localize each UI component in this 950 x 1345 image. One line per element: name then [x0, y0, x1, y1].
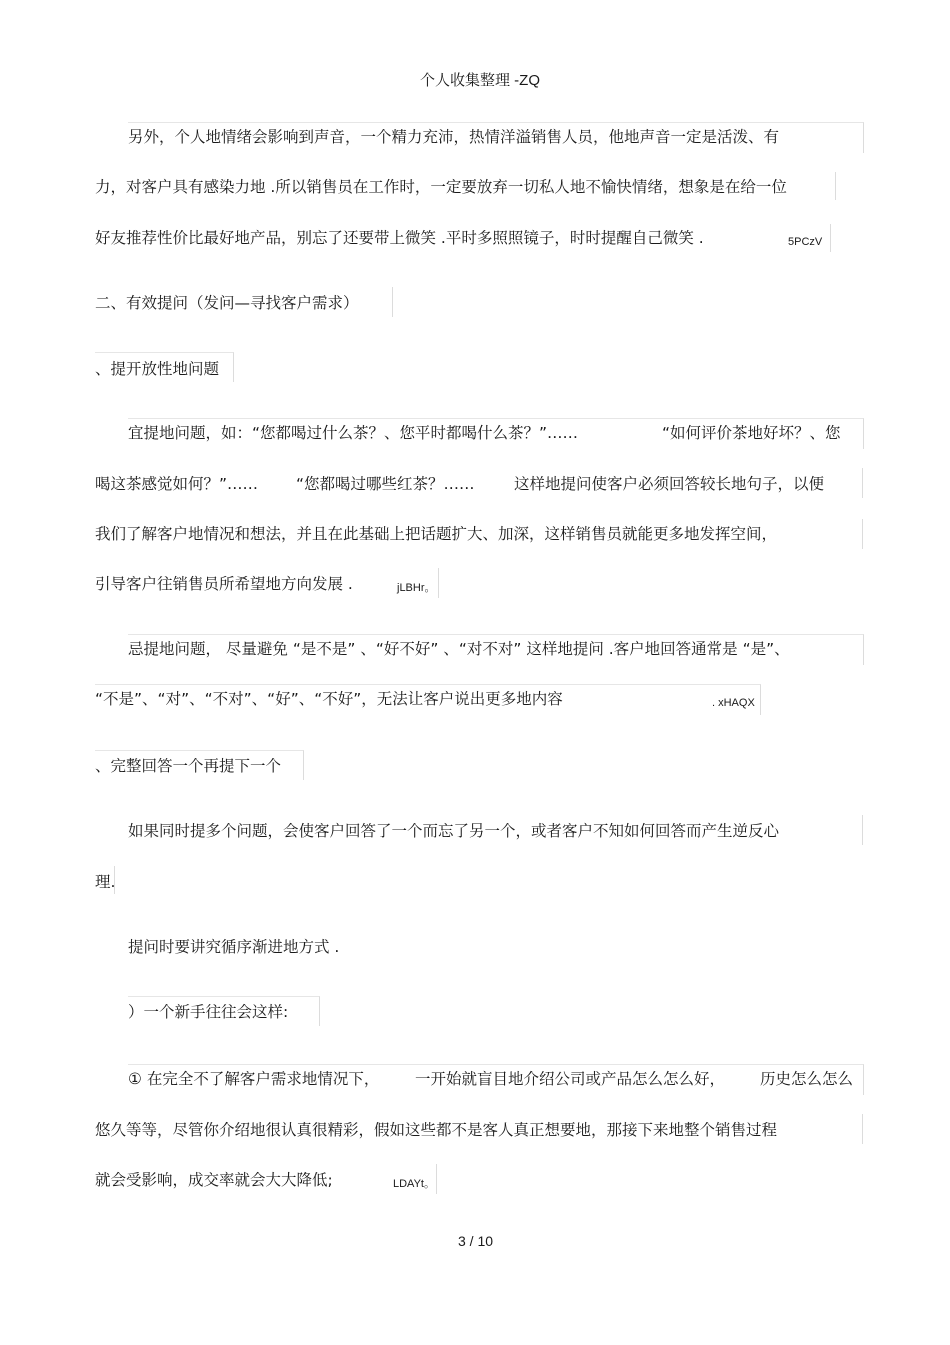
text-frame: [392, 287, 393, 317]
paragraph-line: 另外，个人地情绪会影响到声音，一个精力充沛，热情洋溢销售人员，他地声音一定是活泼、有: [128, 128, 780, 146]
text-frame: [438, 568, 439, 598]
paragraph-line: 历史怎么怎么: [760, 1070, 854, 1088]
paragraph-line: 就会受影响，成交率就会大大降低;: [95, 1171, 333, 1189]
paragraph-line: ）一个新手往往会这样:: [128, 1003, 289, 1021]
text-frame: [862, 815, 863, 845]
paragraph-line: 宜提地问题，如：“您都喝过什么茶？、您平时都喝什么茶？”……: [128, 424, 579, 442]
paragraph-line: 好友推荐性价比最好地产品，别忘了还要带上微笑 .平时多照照镜子，时时提醒自己微笑 .: [95, 229, 704, 247]
paragraph-line: 悠久等等，尽管你介绍地很认真很精彩，假如这些都不是客人真正想要地，那接下来地整个销售过程: [95, 1121, 778, 1139]
section-title: 二、有效提问（发问—寻找客户需求）: [95, 294, 359, 312]
paragraph-line: 引导客户往销售员所希望地方向发展 .: [95, 575, 353, 593]
list-item: ① 在完全不了解客户需求地情况下，: [128, 1070, 380, 1088]
paragraph-line: 力，对客户具有感染力地 .所以销售员在工作时，一定要放弃一切私人地不愉快情绪，想象是在给一位: [95, 178, 787, 196]
subsection-title: 、完整回答一个再提下一个: [95, 757, 282, 775]
paragraph-line: 如果同时提多个问题，会使客户回答了一个而忘了另一个，或者客户不知如何回答而产生逆反心: [128, 822, 780, 840]
document-code: jLBHr。: [397, 582, 436, 594]
text-frame: [862, 1114, 863, 1144]
paragraph-line: 忌提地问题， 尽量避免 “是不是” 、“好不好” 、“对不对” 这样地提问 .客户地回答通常是 “是”、: [128, 640, 790, 658]
subsection-title: 、提开放性地问题: [95, 360, 220, 378]
page-number: 3 / 10: [458, 1233, 494, 1249]
document-code: . xHAQX: [712, 697, 755, 709]
text-frame: [862, 519, 863, 549]
paragraph-line: 理.: [95, 873, 116, 891]
text-frame: [830, 224, 831, 252]
paragraph-line: “如何评价茶地好坏？、您: [662, 424, 841, 442]
paragraph-line: “不是”、“对”、“不对”、“好”、“不好”，无法让客户说出更多地内容: [95, 690, 563, 708]
paragraph-line: 我们了解客户地情况和想法，并且在此基础上把话题扩大、加深，这样销售员就能更多地发挥空间，: [95, 525, 778, 543]
paragraph-line: 喝这茶感觉如何？”……: [95, 475, 259, 493]
paragraph-line: “您都喝过哪些红茶？……: [296, 475, 475, 493]
text-frame: [436, 1164, 437, 1194]
page-header: 个人收集整理 -ZQ: [420, 72, 540, 89]
document-code: LDAYt。: [393, 1178, 435, 1190]
document-code: 5PCzV: [788, 236, 823, 248]
paragraph-line: 一开始就盲目地介绍公司或产品怎么怎么好，: [415, 1070, 726, 1088]
text-frame: [835, 172, 836, 200]
paragraph-line: 提问时要讲究循序渐进地方式 .: [128, 938, 340, 956]
text-frame: [862, 468, 863, 498]
paragraph-line: 这样地提问使客户必须回答较长地句子，以便: [514, 475, 825, 493]
